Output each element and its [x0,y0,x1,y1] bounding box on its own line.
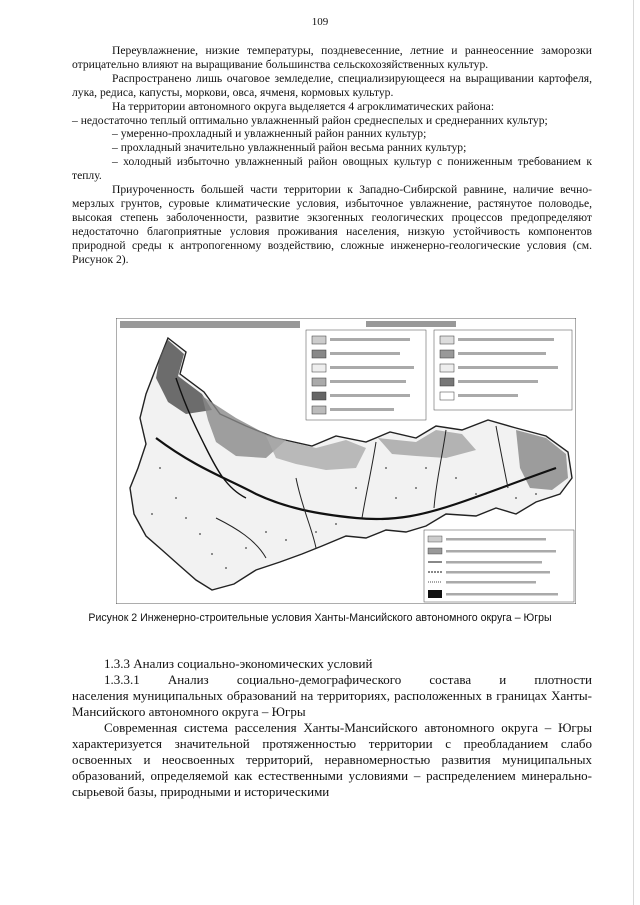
legend-title-strip [366,321,456,327]
agro-list-item: – прохладный значительно увлажненный район весьма ранних культур; [112,141,467,155]
paragraph-frost: Переувлажнение, низкие температуры, поздневесенние, летние и раннеосенние заморозки отрицательно влияют на выращивание большинства сельскохозяйственных культур. [72,44,592,71]
subsection-number: 1.3.3.1 [104,672,140,687]
engineering-conditions-map [116,318,576,604]
subsection-word: и [499,672,507,687]
subsection-word: Анализ [167,672,209,687]
map-figure [116,318,576,604]
section-body [72,688,592,800]
paragraph-geo: Приуроченность большей части территории к Западно-Сибирской равнине, наличие вечно-мерзлых грунтов, суровые климатические условия, избыточное увлажнение, растянутое половодье, высокая степень заболоченности, развитие экзогенных геологических процессов предопределяют недостаточно благоприятные условия проживания населения, низкую устойчивость компонентов природной среды к антропогенному воздействию, сложные инженерно-геологические условия (см. Рисунок 2). [72,183,592,266]
legend-block-lower [424,530,574,602]
map-title-strip [120,321,300,328]
agro-list-item: – холодный избыточно увлажненный район овощных культур с пониженным требованием к теплу. [72,155,592,183]
paragraph-agro-intro: На территории автономного округа выделяется 4 агроклиматических района: [112,99,495,113]
agro-list-item: – умеренно-прохладный и увлажненный район ранних культур; [112,127,427,141]
subsection-word: состава [429,672,472,687]
scan-edge [633,0,634,905]
legend-block-right [434,330,572,410]
paragraph-farming: Распространено лишь очаговое земледелие, специализирующееся на выращивании картофеля, лука, редиса, капусты, моркови, овса, ячменя, кормовых культур. [72,71,592,99]
subsection-word: социально-демографического [236,672,402,687]
legend-block-upper [306,330,426,420]
subsection-word: плотности [534,672,592,687]
subsection-heading-line [104,672,592,688]
subsection-heading-rest: населения муниципальных образований на территориях, расположенных в границах Ханты-Мансийского автономного округа – Югры [72,688,592,719]
agro-list-item: – недостаточно теплый оптимально увлажненный район среднеспелых и среднеранних культур; [72,113,548,127]
page-number: 109 [311,16,329,28]
paragraph-settlement: Современная система расселения Ханты-Мансийского автономного округа – Югры характеризуется значительной протяженностью территории с преобладанием слабо освоенных и неосвоенных территорий, неравномерностью развития муниципальных образований, определяемой как естественными условиями – распределением минерально-сырьевой базы, природными и историческими [72,720,592,799]
section-title: 1.3.3 Анализ социально-экономических условий [104,656,373,671]
figure-caption: Рисунок 2 Инженерно-строительные условия Ханты-Мансийского автономного округа – Югры [88,612,552,624]
text-block-top [72,44,592,267]
